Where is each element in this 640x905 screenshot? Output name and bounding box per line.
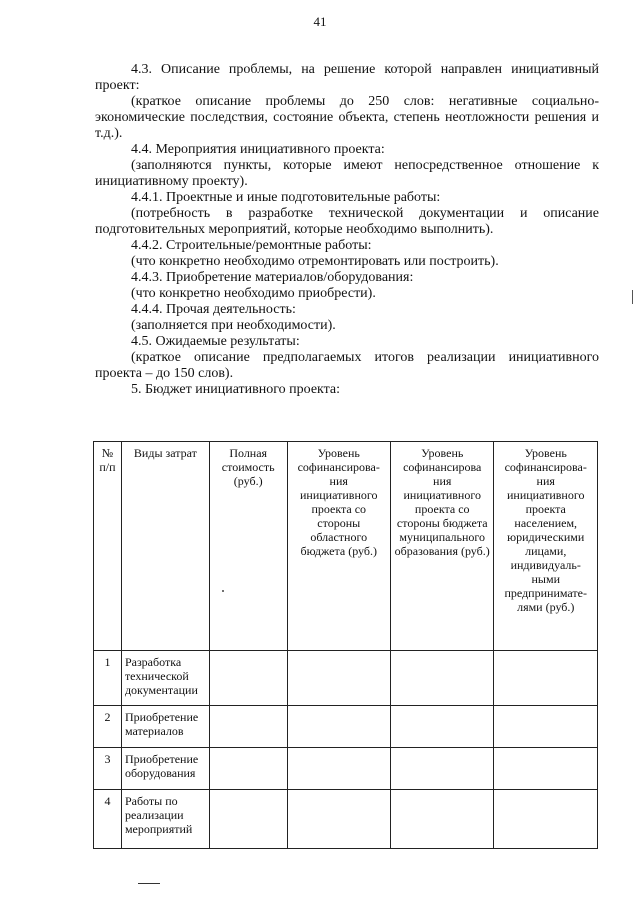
row-label: Приобретение материалов xyxy=(121,706,209,748)
header-regional-budget: Уровень софинансирова-ния инициативного проекта со стороны областного бюджета (руб.) xyxy=(287,442,390,651)
row-number: 3 xyxy=(94,748,122,790)
page-number: 41 xyxy=(313,14,327,29)
cell-total[interactable] xyxy=(209,790,287,849)
cell-regional[interactable] xyxy=(287,651,390,706)
cell-population[interactable] xyxy=(494,748,598,790)
section-4-4-1-heading: 4.4.1. Проектные и иные подготовительные работы: xyxy=(131,190,441,205)
cell-municipal[interactable] xyxy=(390,748,493,790)
cell-municipal[interactable] xyxy=(390,706,493,748)
table-row xyxy=(94,748,598,790)
section-4-4-3-description: (что конкретно необходимо приобрести). xyxy=(131,286,376,301)
cell-total[interactable] xyxy=(209,706,287,748)
budget-table xyxy=(93,441,598,849)
document-body xyxy=(95,62,599,398)
section-4-5-description: (краткое описание предполагаемых итогов реализации инициативного проекта – до 150 слов). xyxy=(95,350,599,381)
row-number: 1 xyxy=(94,651,122,706)
section-4-3-heading: 4.3. Описание проблемы, на решение которой направлен инициативный проект: xyxy=(95,62,599,93)
header-population-funding: Уровень софинансирова-ния инициативного проекта населением, юридическими лицами, индивидуаль-ными предпринимате-лями (руб.) xyxy=(494,442,598,651)
section-4-4-3-heading: 4.4.3. Приобретение материалов/оборудования: xyxy=(131,270,414,285)
header-cost-type: Виды затрат xyxy=(121,442,209,651)
table-row xyxy=(94,706,598,748)
cell-population[interactable] xyxy=(494,706,598,748)
cell-total[interactable] xyxy=(209,651,287,706)
footnote-line xyxy=(138,883,160,884)
cell-municipal[interactable] xyxy=(390,790,493,849)
section-4-4-description: (заполняются пункты, которые имеют непосредственное отношение к инициативному проекту). xyxy=(95,158,599,189)
row-label: Разработка технической документации xyxy=(121,651,209,706)
section-4-4-4-heading: 4.4.4. Прочая деятельность: xyxy=(131,302,296,317)
section-4-4-heading: 4.4. Мероприятия инициативного проекта: xyxy=(131,142,385,157)
section-4-4-1-description: (потребность в разработке технической документации и описание подготовительных мероприятий, которые необходимо выполнить). xyxy=(95,206,599,237)
cell-total[interactable] xyxy=(209,748,287,790)
header-total-cost: Полная стоимость (руб.) xyxy=(209,442,287,651)
row-number: 2 xyxy=(94,706,122,748)
cell-population[interactable] xyxy=(494,790,598,849)
row-label: Приобретение оборудования xyxy=(121,748,209,790)
margin-mark xyxy=(632,290,635,304)
section-4-4-4-description: (заполняется при необходимости). xyxy=(131,318,336,333)
cell-municipal[interactable] xyxy=(390,651,493,706)
section-5-heading: 5. Бюджет инициативного проекта: xyxy=(131,382,341,397)
section-4-4-2-heading: 4.4.2. Строительные/ремонтные работы: xyxy=(131,238,372,253)
table-row xyxy=(94,790,598,849)
header-municipal-budget: Уровень софинансирова ния инициативного проекта со стороны бюджета муниципального образования (руб.) xyxy=(390,442,493,651)
cell-regional[interactable] xyxy=(287,790,390,849)
table-header-row xyxy=(94,442,598,651)
row-number: 4 xyxy=(94,790,122,849)
cell-regional[interactable] xyxy=(287,748,390,790)
section-4-4-2-description: (что конкретно необходимо отремонтировать или построить). xyxy=(131,254,499,269)
header-number: № п/п xyxy=(94,442,122,651)
scan-dot xyxy=(222,590,224,592)
table-row xyxy=(94,651,598,706)
section-4-5-heading: 4.5. Ожидаемые результаты: xyxy=(131,334,300,349)
cell-population[interactable] xyxy=(494,651,598,706)
row-label: Работы по реализации мероприятий xyxy=(121,790,209,849)
cell-regional[interactable] xyxy=(287,706,390,748)
section-4-3-description: (краткое описание проблемы до 250 слов: негативные социально-экономические последствия, состояние объекта, степень неотложности решения и т.д.). xyxy=(95,94,599,141)
